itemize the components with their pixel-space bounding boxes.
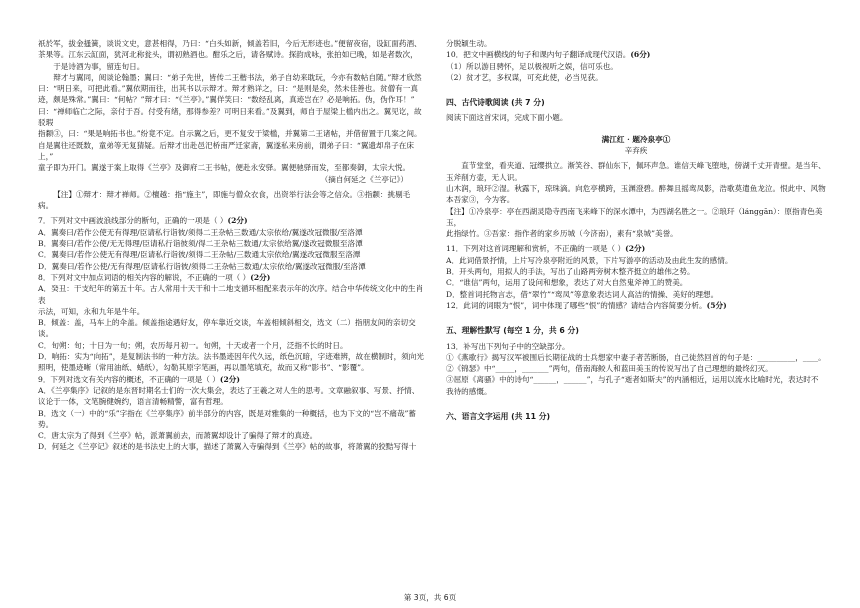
question-9: 9．下列对选文有关内容的概述，不正确的一项是（ ）(2分) [38, 374, 240, 384]
poem-title: 满江红 · 题冷泉亭① [601, 134, 671, 144]
option-c[interactable]: C．旬朔：旬；十日为一旬；朔，农历每月初一。旬朔，十天或者一个月，泛指不长的时日。 [38, 340, 348, 350]
option-c[interactable]: C．翼奏曰/若作公使无有得理/臣请私行诣彼/须得二王杂帖/三数通太宗依给/翼遂改冠微服至洛潭 [38, 250, 361, 260]
option-a-cont: 议论于一体，文笔腕健婉约，语言清畅精警，富有哲理。 [38, 397, 228, 407]
passage-line: 于是诗酒为事，留连旬日。 [53, 61, 145, 71]
option-d-cont: 分脱颖生动。 [446, 39, 492, 48]
option-d[interactable]: D．何延之《兰亭记》叙述的是书法史上的大事，描述了萧翼入寺骗得到《兰亭》帖的故事，将萧翼的狡黠写得十 [38, 442, 417, 452]
poem-note: 【注】①冷泉亭：亭在西湖灵隐寺西南飞来峰下的深水潭中，为西湖名胜之一。②琅玕（lánggān）：原指青色美玉， [446, 206, 823, 227]
poem-line: 本吾家③，今为客。 [446, 195, 515, 205]
passage-note: 【注】①辩才：辩才禅师。②檀越：指“施主”，即施与僧众衣食，出资举行法会等之信众。③指颣：挑剔毛病。 [38, 189, 411, 211]
option-d[interactable]: D．翼奏曰/若作公使/无有得理/臣请私行诣彼/须得二王杂帖三数通/太宗依给/翼遂改冠微服/至洛潭 [38, 261, 366, 271]
option-a[interactable]: A．翼奏曰/若作公使无有得理/臣请私行诣彼/须得二王杂帖三数通/太宗依给/翼遂改冠微服/至洛潭 [38, 227, 363, 237]
option-d[interactable]: D．整首词托物言志，借“翠竹”“鸾凤”等意象表达词人高洁的情操、美好的理想。 [446, 289, 719, 299]
question-7: 7．下列对文中画波浪线部分的断句，正确的一项是（ ）(2分) [38, 216, 248, 226]
q13-item: ②《锦瑟》中“_____，_______”两句，借南海鲛人和蓝田美玉的传说写出了自己理想的最终幻灭。 [446, 364, 773, 374]
section-5-heading: 五、理解性默写 (每空 1 分，共 6 分) [446, 326, 579, 336]
passage-line: 辩才与翼同，阅谈论翰墨；翼曰：“弟子先世，皆传二王楷书法，弟子自幼来耽玩，今亦有数帖自随。”辩才欣然 [53, 72, 422, 82]
page-number: 第 3页，共 6页 [403, 593, 457, 602]
option-a[interactable]: A．《兰亭集序》记叙的是东晋时期名士们的一次大集会，表达了王羲之对人生的思考。文章融叙事、写景、抒情、 [38, 385, 420, 395]
option-d[interactable]: D．响拓：实为“向拓”，是复制法书的一种方法。法书墨迹因年代久远，纸色沉暗，字迹难辨，故在横制时，须向光 [38, 352, 424, 362]
question-12: 12．此词的词眼为“恨”，词中体现了哪些“恨”的情感？请结合内容简要分析。(5分) [446, 300, 727, 310]
q10-item: （2）贫才艺，多权谋，可充此使，必当见获。 [446, 72, 603, 82]
section-6-heading: 六、语言文字运用 (共 11 分) [446, 412, 551, 422]
option-b[interactable]: B．翼奏曰/若作公使/无无得理/臣请私行诣彼须/得二王杂帖三数通/太宗依给翼/遂改冠微服至洛潭 [38, 239, 363, 249]
option-c[interactable]: C．唐太宗为了得到《兰亭》帖，派萧翼前去，而萧翼却设计了骗得了辩才的真迹。 [38, 431, 318, 441]
passage-line: 指颣③，曰：“果是响拓书也。”纷竟不定。自示翼之后，更不复安于梁槛，并翼第二王诸帖，并借留置于几案之间。 [38, 129, 422, 139]
option-a-cont: 示法，可知，永和九年是牛年。 [38, 306, 145, 316]
question-8: 8．下列对文中加点词语的相关内容的解说，不正确的一项（ ）(2分) [38, 272, 271, 282]
option-b[interactable]: B．开头两句，用拟人的手法，写出了山路两旁树木整齐挺立的雄伟之势。 [446, 267, 695, 277]
right-column [446, 38, 826, 422]
passage-line: 曰：“明日来，可把此看。”翼依期而往，出其书以示辩才。辩才熟详之，曰：“是则是矣，然未佳善也。贫僧有一真 [38, 84, 418, 94]
passage-line: 迹，颇是殊常。”翼曰：“何帖？”辩才曰：“《兰亭》。”翼佯笑曰：“数经乱离，真迹岂在？必是响拓。伪，伪作耳！” [38, 95, 415, 105]
section-4-intro: 阅读下面这首宋词，完成下面小题。 [446, 113, 568, 123]
passage-source: （摘自何延之《兰亭记》） [320, 174, 408, 184]
passage-line: 童子即为开门。翼遂于案上取得《兰亭》及御府二王书帖，便赴永安驿。翼便驰驿而发，至都奏御，太宗大悦。 [38, 163, 411, 173]
left-column [38, 38, 424, 453]
passage-line: 自是翼往还既数，童弟等无复猜疑。后辩才出赴邑汜桥南严迁家斋，翼遂私来房前，谓弟子曰：“翼遗却帛子在床上，” [38, 140, 414, 161]
q13-item: ①《燕歌行》揭写汉军被围后长期征战的士兵想家中妻子者苦断肠，自己徒然回首的句子是：__________，____。 [446, 352, 826, 362]
poem-line: 山木润，琅玕②湿。秋露下，琼珠滴。向危亭横跨，玉渊澄碧。醉舞且摇鸾凤影，浩歌莫遣鱼龙泣。恨此中、风物 [446, 183, 826, 193]
question-10: 10．把文中画横线的句子和课内句子翻译成现代汉语。(6分) [446, 50, 651, 60]
option-a[interactable]: A．癸丑：干支纪年的第五十年。古人常用十天干和十二地支循环相配来表示年的次序。结合中华传统文化中的生肖表 [38, 284, 424, 305]
option-d-cont: 照明，使墨迹晰（常用油纸、蜡纸），勾勒其原字笔画，再以墨笔填充，故而又称“影书”、“影覆”。 [38, 363, 369, 373]
q10-item: （1）所以游目骋怀，足以极视听之娱，信可乐也。 [446, 61, 618, 71]
section-4-heading: 四、古代诗歌阅读 (共 7 分) [446, 98, 545, 108]
passage-line: 茶果等。江东云缸面，犹河北称瓮头，谓初熟酒也。酣乐之后，请各赋诗。探韵成咏，张拍如已晚，如是者数次， [38, 50, 418, 60]
question-11: 11．下列对这首词理解和赏析，不正确的一项是（ ）(2分) [446, 244, 646, 254]
passage-line: 祇於军，拔金搔簧，谈说文史，意甚相得，乃曰：“白头如新，倾盖若旧，今后无形迹也。”便留夜宿，设缸面药酒、 [38, 39, 422, 48]
poem-note-cont: 此指绿竹。③吾家：指作者的家乡历城（今济南），素有“泉城”美誉。 [446, 229, 678, 239]
question-13: 13．补写出下列句子中的空缺部分。 [446, 341, 570, 351]
poem-author: 辛弃疾 [624, 146, 648, 156]
option-c[interactable]: C．“谁信”两句，运用了设问和想象，表达了对大自然鬼斧神工的赞美。 [446, 278, 688, 288]
option-b[interactable]: B．倾盖：盖，马车上的伞盖。倾盖指途遇好友，停车靠近交谈，车盖相倾斜相交，选文（二）指朋友间的亲切交谈。 [38, 318, 416, 339]
poem-line: 玉斧削方壶，无人识。 [446, 172, 522, 182]
poem-line: 直节堂堂，看夹道、冠缨拱立。渐笑谷、群仙东下，佩环声急。谁信天峰飞堕地，傍湖千丈开青壁。是当年、 [461, 161, 826, 171]
q13-item: ③屈原《离骚》中的诗句“______，______”，与孔子“逝者如斯夫”的内涵相近，运用以流水比喻时光，表达时不我待的感慨。 [446, 375, 819, 396]
option-a[interactable]: A．此词借景抒情，上片写冷泉亭附近的风景，下片写游亭的活动及由此生发的感情。 [446, 255, 733, 265]
passage-line: 曰：“禅师临亡之际，亲付于吾。付受有绪，那得参差？可明日来看。”及翼到，师自于屋梁上槛内出之。翼见讫，故驳瑕 [38, 106, 422, 128]
option-b[interactable]: B．选文（一）中的“乐”字指在《兰亭集序》前半部分的内容，既是对雅集的一种概括，也为下文的“岂不痛哉”蓄势。 [38, 408, 417, 429]
